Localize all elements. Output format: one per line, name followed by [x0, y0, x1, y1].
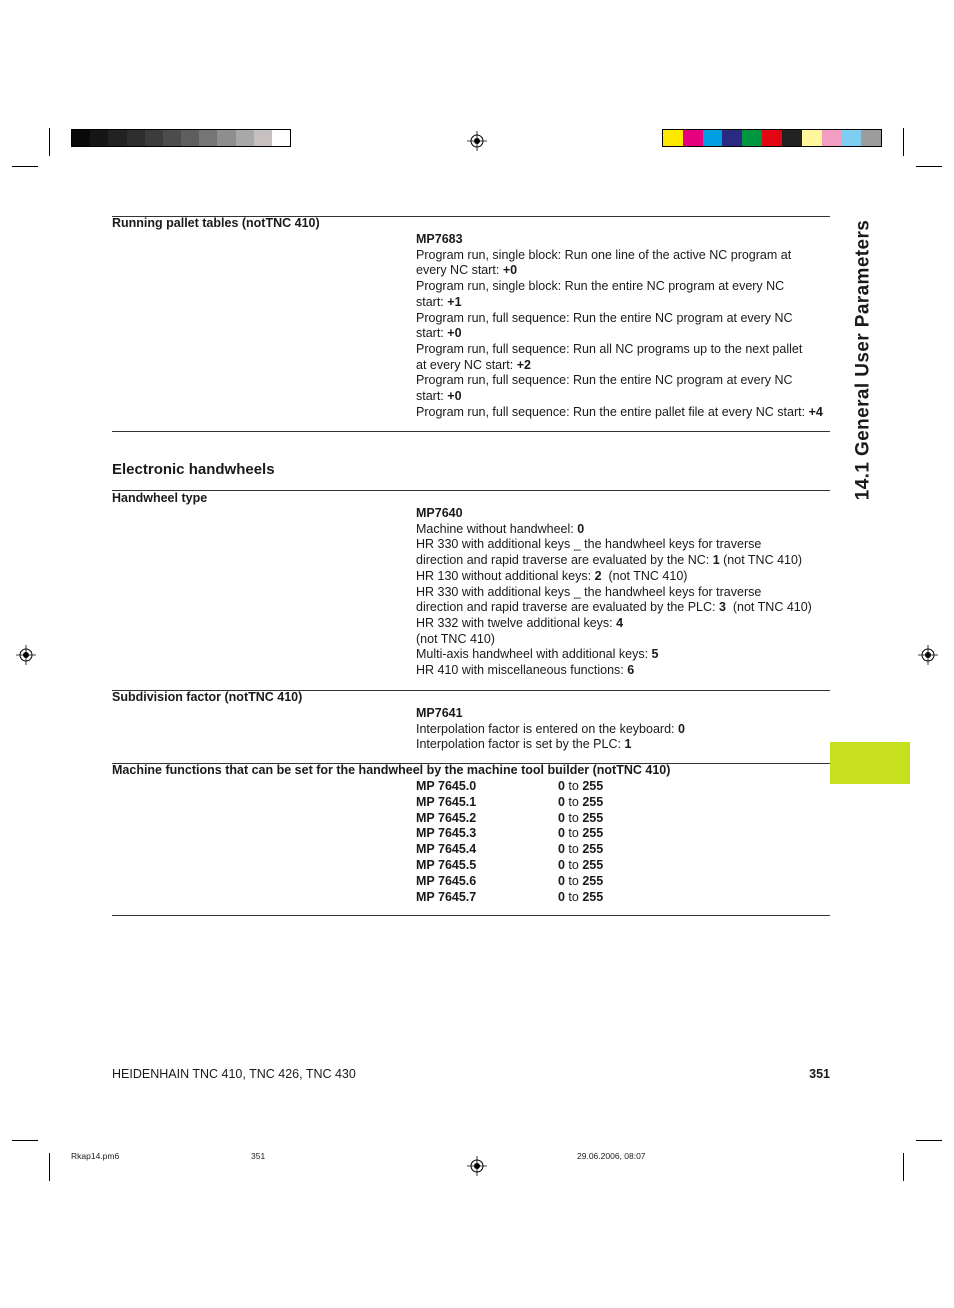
- param-range-row: [416, 826, 830, 842]
- color-swatch-0: [663, 130, 683, 146]
- gray-swatch-5: [163, 130, 181, 146]
- param-line-suffix: (not TNC 410): [601, 568, 688, 583]
- param-line: [416, 263, 830, 279]
- param-range: [558, 890, 603, 906]
- color-swatch-3: [722, 130, 742, 146]
- gray-swatch-2: [108, 130, 126, 146]
- footer-product-line: HEIDENHAIN TNC 410, TNC 426, TNC 430: [112, 1067, 356, 1081]
- param-range-row: [416, 858, 830, 874]
- gray-swatch-6: [181, 130, 199, 146]
- param-range: [558, 779, 603, 795]
- range-word: to: [564, 873, 583, 888]
- color-swatch-9: [841, 130, 861, 146]
- param-line-text: at every NC start:: [416, 357, 517, 372]
- param-line-text: every NC start:: [416, 263, 503, 278]
- range-word: to: [564, 794, 583, 809]
- param-value: 6: [627, 663, 635, 678]
- param-block-mp7683: [416, 232, 830, 420]
- param-id: MP 7645.7: [416, 889, 477, 904]
- param-line: [416, 311, 830, 327]
- param-value: 0: [677, 721, 685, 736]
- param-value: 0: [577, 521, 585, 536]
- crop-mark-top-left-v: [49, 128, 50, 156]
- range-max: 255: [582, 810, 604, 825]
- color-swatch-5: [762, 130, 782, 146]
- param-range: [558, 795, 603, 811]
- param-line-text: direction and rapid traverse are evaluated by the PLC:: [416, 600, 719, 615]
- param-line-text: start:: [416, 294, 448, 309]
- param-value: 1: [712, 553, 720, 568]
- color-calibration-bar: [662, 129, 882, 147]
- param-line: [416, 616, 830, 632]
- color-swatch-8: [822, 130, 842, 146]
- range-min: 0: [558, 826, 565, 841]
- crop-mark-top-left-h: [12, 166, 38, 167]
- param-line-text: Program run, full sequence: Run the entire pallet file at every NC start:: [416, 404, 809, 419]
- range-word: to: [564, 810, 583, 825]
- param-id: MP 7645.1: [416, 794, 477, 809]
- param-value: 5: [651, 647, 659, 662]
- section-label-pallet: Running pallet tables (notTNC 410): [112, 216, 320, 230]
- param-line: [416, 722, 830, 738]
- footer-page-number: 351: [809, 1067, 830, 1081]
- param-line-text: Multi-axis handwheel with additional keys:: [416, 647, 652, 662]
- param-line-text: Program run, full sequence: Run the entire NC program at every NC: [416, 310, 793, 325]
- param-line-text: HR 410 with miscellaneous functions:: [416, 663, 628, 678]
- range-word: to: [564, 889, 583, 904]
- param-line: [416, 405, 830, 421]
- range-min: 0: [558, 779, 565, 793]
- param-line-text: direction and rapid traverse are evaluated by the NC:: [416, 553, 713, 568]
- param-value: +0: [447, 326, 462, 341]
- gray-swatch-0: [72, 130, 90, 146]
- param-line-text: Machine without handwheel:: [416, 521, 578, 536]
- gray-swatch-10: [254, 130, 272, 146]
- section-heading-electronic-handwheels: Electronic handwheels: [112, 461, 275, 478]
- param-line: [416, 663, 830, 679]
- param-id: MP7683: [416, 232, 463, 246]
- param-line-text: (not TNC 410): [416, 631, 495, 646]
- param-id: MP 7645.0: [416, 779, 477, 793]
- param-value: +0: [502, 263, 518, 278]
- param-id: MP7640: [416, 506, 463, 520]
- color-swatch-2: [703, 130, 723, 146]
- param-line-text: HR 130 without additional keys:: [416, 568, 595, 583]
- slug-page: 351: [251, 1151, 266, 1161]
- range-max: 255: [582, 873, 604, 888]
- param-line: [416, 585, 830, 601]
- registration-mark-top-icon: [467, 131, 487, 151]
- param-description: [416, 522, 830, 679]
- param-id: MP 7645.6: [416, 873, 477, 888]
- registration-mark-right-icon: [918, 645, 938, 665]
- param-description: [416, 248, 830, 421]
- chapter-side-title: [846, 216, 880, 504]
- param-line-text: Program run, full sequence: Run all NC programs up to the next pallet: [416, 341, 803, 356]
- color-swatch-1: [683, 130, 703, 146]
- range-word: to: [564, 857, 583, 872]
- param-value: 3: [718, 600, 726, 615]
- param-range-row: [416, 795, 830, 811]
- crop-mark-top-right-h: [916, 166, 942, 167]
- param-value: 4: [616, 615, 624, 630]
- param-line: [416, 600, 830, 616]
- param-range-row: [416, 779, 830, 795]
- param-line-text: Program run, full sequence: Run the entire NC program at every NC: [416, 373, 793, 388]
- param-line-text: Program run, single block: Run the entire NC program at every NC: [416, 279, 785, 294]
- range-min: 0: [558, 873, 565, 888]
- registration-mark-bottom-icon: [467, 1156, 487, 1176]
- param-value: +0: [447, 389, 462, 404]
- param-id: MP7641: [416, 706, 463, 720]
- registration-mark-left-icon: [16, 645, 36, 665]
- param-range-row: [416, 890, 830, 906]
- range-max: 255: [582, 842, 604, 857]
- range-max: 255: [582, 857, 604, 872]
- param-range-row: [416, 842, 830, 858]
- crop-mark-bottom-right-v: [903, 1153, 904, 1181]
- section-label-machine-functions: Machine functions that can be set for the handwheel by the machine tool builder (notTNC 410): [112, 763, 671, 777]
- param-line: [416, 389, 830, 405]
- param-line-text: HR 330 with additional keys _ the handwheel keys for traverse: [416, 584, 762, 599]
- slug-filename: Rkap14.pm6: [71, 1151, 120, 1161]
- section-rule-machine-functions-end: [112, 915, 830, 916]
- range-min: 0: [558, 857, 565, 872]
- color-swatch-7: [802, 130, 822, 146]
- param-value: 2: [594, 568, 602, 583]
- range-word: to: [564, 826, 583, 841]
- param-block-mp7640: [416, 506, 830, 679]
- param-range-row: [416, 811, 830, 827]
- param-value: +4: [808, 404, 823, 419]
- chapter-side-title-text: 14.1 General User Parameters: [852, 219, 874, 501]
- param-line-suffix: (not TNC 410): [719, 553, 803, 568]
- param-range: [558, 826, 603, 842]
- color-swatch-6: [782, 130, 802, 146]
- color-swatch-4: [742, 130, 762, 146]
- param-line-text: Interpolation factor is entered on the keyboard:: [416, 721, 678, 736]
- gray-swatch-7: [199, 130, 217, 146]
- range-word: to: [564, 779, 583, 793]
- param-line-text: start:: [416, 326, 448, 341]
- section-label-subdivision: Subdivision factor (notTNC 410): [112, 690, 303, 704]
- param-range: [558, 874, 603, 890]
- range-min: 0: [558, 889, 565, 904]
- range-word: to: [564, 842, 583, 857]
- gray-swatch-4: [145, 130, 163, 146]
- param-range-table: [416, 779, 830, 905]
- crop-mark-bottom-left-v: [49, 1153, 50, 1181]
- param-range: [558, 858, 603, 874]
- slug-datetime: 29.06.2006, 08:07: [577, 1151, 646, 1161]
- range-min: 0: [558, 794, 565, 809]
- param-line: [416, 326, 830, 342]
- param-line: [416, 553, 830, 569]
- param-value: +1: [447, 294, 462, 309]
- param-line: [416, 279, 830, 295]
- range-min: 0: [558, 810, 565, 825]
- param-id: MP 7645.4: [416, 842, 477, 857]
- param-id: MP 7645.2: [416, 810, 477, 825]
- section-rule-pallet-end: [112, 431, 830, 432]
- param-value: +2: [516, 357, 531, 372]
- param-line: [416, 522, 830, 538]
- param-line-text: start:: [416, 389, 448, 404]
- range-min: 0: [558, 842, 565, 857]
- param-line-suffix: (not TNC 410): [725, 600, 812, 615]
- range-max: 255: [582, 889, 604, 904]
- chapter-thumb-tab: [830, 742, 910, 784]
- range-max: 255: [582, 779, 604, 793]
- crop-mark-bottom-right-h: [916, 1140, 942, 1141]
- param-range-row: [416, 874, 830, 890]
- crop-mark-bottom-left-h: [12, 1140, 38, 1141]
- param-line: [416, 632, 830, 648]
- gray-swatch-9: [236, 130, 254, 146]
- param-line-text: HR 332 with twelve additional keys:: [416, 615, 617, 630]
- param-description: [416, 722, 830, 753]
- param-id: MP 7645.5: [416, 857, 477, 872]
- param-line-text: Interpolation factor is set by the PLC:: [416, 737, 625, 752]
- param-line: [416, 569, 830, 585]
- param-line: [416, 248, 830, 264]
- param-range: [558, 842, 603, 858]
- param-line: [416, 373, 830, 389]
- param-id: MP 7645.3: [416, 826, 477, 841]
- color-swatch-10: [861, 130, 881, 146]
- section-rule-handwheel-type: [112, 490, 830, 491]
- param-line-text: HR 330 with additional keys _ the handwheel keys for traverse: [416, 537, 762, 552]
- param-line-text: Program run, single block: Run one line of the active NC program at: [416, 247, 792, 262]
- param-line: [416, 342, 830, 358]
- range-max: 255: [582, 826, 604, 841]
- gray-swatch-11: [272, 130, 290, 146]
- param-block-mp7641: [416, 706, 830, 753]
- gray-swatch-8: [217, 130, 235, 146]
- gray-swatch-1: [90, 130, 108, 146]
- param-range: [558, 811, 603, 827]
- param-line: [416, 647, 830, 663]
- grayscale-calibration-bar: [71, 129, 291, 147]
- param-line: [416, 358, 830, 374]
- crop-mark-top-right-v: [903, 128, 904, 156]
- param-line: [416, 737, 830, 753]
- section-label-handwheel-type: Handwheel type: [112, 491, 208, 505]
- param-line: [416, 537, 830, 553]
- param-value: 1: [624, 737, 632, 752]
- gray-swatch-3: [127, 130, 145, 146]
- range-max: 255: [582, 794, 604, 809]
- param-line: [416, 295, 830, 311]
